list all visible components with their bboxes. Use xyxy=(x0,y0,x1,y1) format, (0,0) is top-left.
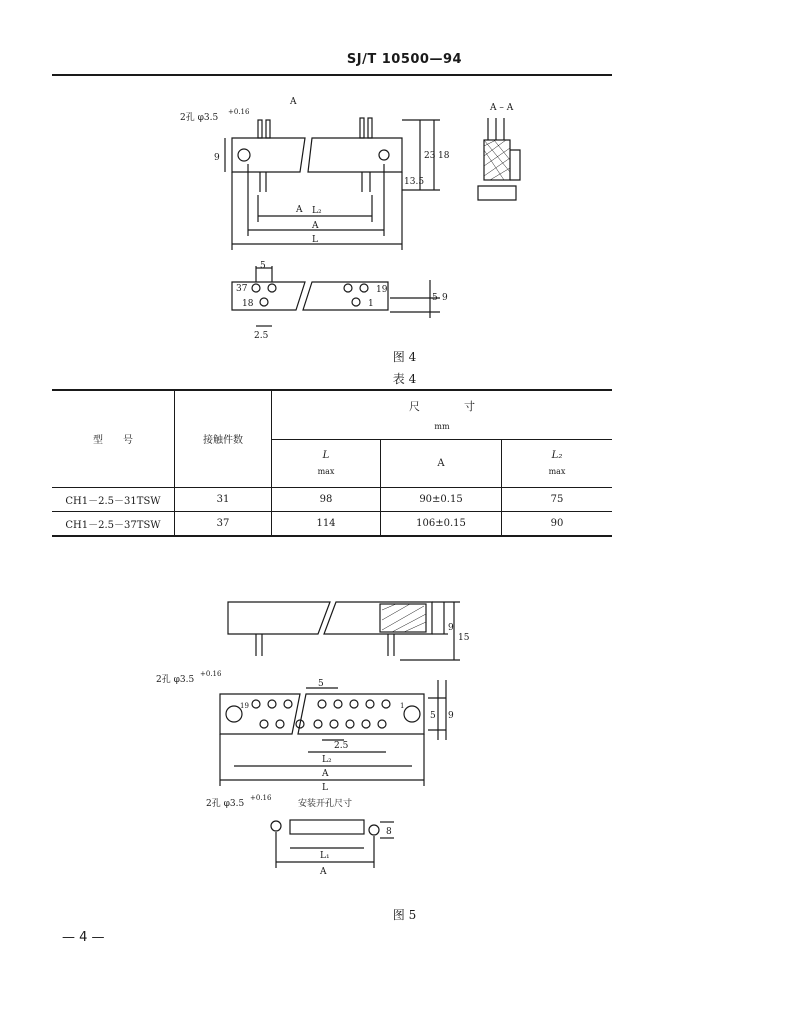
fig4-pin-37: 37 xyxy=(236,284,248,294)
col-header-L2: L₂ max xyxy=(502,439,613,487)
fig4-dim-L2: L₂ xyxy=(312,206,322,216)
col-header-A: A xyxy=(381,439,502,487)
fig5-dim-15: 15 xyxy=(458,633,470,643)
dimension-table xyxy=(52,391,612,535)
fig4-pin-19: 19 xyxy=(376,285,388,295)
fig5-dim-L: L xyxy=(322,783,328,793)
figure-5-caption: 图 5 xyxy=(392,908,417,922)
col-header-dims: 尺 寸 mm xyxy=(272,391,613,439)
fig5-pitch-5: 5 xyxy=(318,679,324,689)
fig4-dim-L: L xyxy=(312,235,318,245)
figure-4-drawing xyxy=(0,0,809,360)
fig5-dim-2-5: 2.5 xyxy=(334,741,349,751)
fig4-dim-5v: 5 xyxy=(432,293,438,303)
fig4-section-mark-top: A xyxy=(290,97,297,107)
cell-A: 106±0.15 xyxy=(381,511,502,535)
figure-5-drawing xyxy=(0,590,809,890)
page-number: — 4 — xyxy=(62,930,105,945)
fig5-pin-19: 19 xyxy=(240,702,249,710)
fig5-hole-label: 2孔 φ3.5 xyxy=(156,675,195,685)
fig5-pin-1: 1 xyxy=(400,702,405,710)
cell-L: 114 xyxy=(272,511,381,535)
fig5-dim-A: A xyxy=(322,769,329,779)
fig4-body-left xyxy=(232,138,305,172)
fig5-mount-title: 安装开孔尺寸 xyxy=(298,799,353,809)
fig4-body-right xyxy=(308,138,402,172)
standard-code: SJ/T 10500—94 xyxy=(346,52,463,67)
col-header-L: L max xyxy=(272,439,381,487)
fig4-hole-tol: +0.16 xyxy=(228,108,250,116)
table-4-caption: 表 4 xyxy=(392,372,417,386)
cell-L2: 75 xyxy=(502,487,613,511)
cell-A: 90±0.15 xyxy=(381,487,502,511)
fig4-dim-9v: 9 xyxy=(442,293,448,303)
fig4-hole-right xyxy=(379,150,389,160)
cell-contacts: 37 xyxy=(175,511,272,535)
fig4-dim-A: A xyxy=(312,221,319,231)
cell-model: CH1－2.5－31TSW xyxy=(52,487,175,511)
fig5-dim-L2: L₂ xyxy=(322,755,332,765)
cell-contacts: 31 xyxy=(175,487,272,511)
fig5-dim-9v: 9 xyxy=(448,711,454,721)
fig4-hole-label: 2孔 φ3.5 xyxy=(180,113,219,123)
fig4-dim-9: 9 xyxy=(214,153,220,163)
fig4-section-label: A – A xyxy=(490,103,514,113)
fig5-mount-hole-tol: +0.16 xyxy=(250,794,272,802)
table-row xyxy=(52,487,612,511)
table-row xyxy=(52,511,612,535)
col-header-contacts: 接触件数 xyxy=(175,391,272,487)
fig4-dim-13-5: 13.5 xyxy=(404,177,425,187)
fig4-pitch-5: 5 xyxy=(260,261,266,271)
fig4-dim-2-5: 2.5 xyxy=(254,331,269,341)
fig5-mount-8: 8 xyxy=(386,827,392,837)
fig4-section-body xyxy=(484,140,510,180)
cell-L2: 90 xyxy=(550,517,564,529)
fig5-mount-hole-label: 2孔 φ3.5 xyxy=(206,799,245,809)
figure-4-caption: 图 4 xyxy=(392,350,417,364)
fig4-pin-1: 1 xyxy=(368,299,374,309)
fig5-dim-9: 9 xyxy=(448,623,454,633)
cell-L: 98 xyxy=(272,487,381,511)
fig4-pin-18: 18 xyxy=(242,299,254,309)
fig4-hole-left xyxy=(238,149,250,161)
fig4-dim-23: 23 xyxy=(424,151,436,161)
fig4-dim-18: 18 xyxy=(438,151,450,161)
col-header-model: 型 号 xyxy=(52,391,175,487)
fig5-mount-A: A xyxy=(320,867,327,877)
fig5-dim-5v: 5 xyxy=(430,711,436,721)
fig5-mount-L1: L₁ xyxy=(320,851,330,861)
table-bottom-rule xyxy=(52,535,612,537)
fig4-section-mark-bottom: A xyxy=(296,205,303,215)
fig5-hole-tol: +0.16 xyxy=(200,670,222,678)
cell-model: CH1－2.5－37TSW xyxy=(52,511,175,535)
